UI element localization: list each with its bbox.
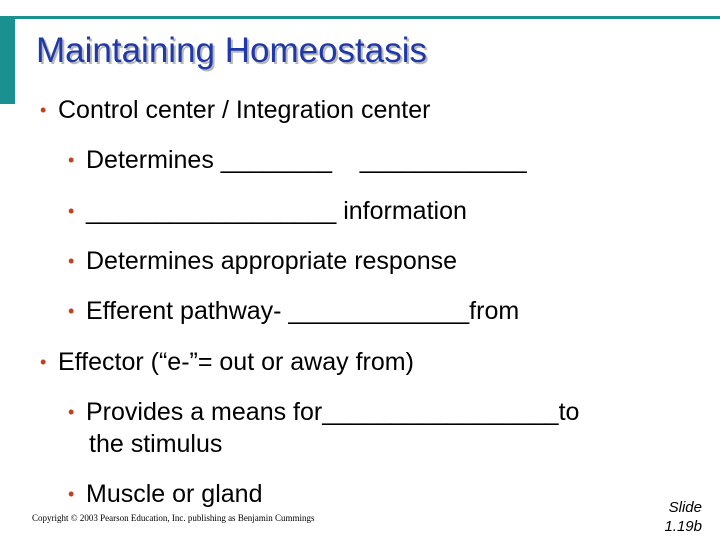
bullet-marker: •	[40, 352, 47, 372]
top-accent-line	[0, 16, 720, 19]
slide-label: Slide	[668, 499, 702, 516]
slide-number-block	[642, 498, 702, 536]
bullet-text: __________________ information	[86, 197, 467, 225]
bullet-text: Efferent pathway- _____________from	[86, 297, 520, 325]
sub-bullet-item	[68, 295, 519, 327]
bullet-marker: •	[68, 402, 75, 422]
sub-bullet-item	[68, 396, 698, 460]
bullet-marker: •	[68, 201, 75, 221]
bullet-text: Effector (“e-”= out or away from)	[58, 348, 414, 376]
sub-bullet-item	[68, 195, 467, 227]
sub-bullet-item	[68, 245, 457, 277]
bullet-text: Determines appropriate response	[86, 247, 458, 275]
bullet-text: Determines ________ ____________	[86, 146, 527, 174]
bullet-text: Control center / Integration center	[58, 96, 431, 124]
sub-bullet-item	[68, 144, 527, 176]
bullet-text: Provides a means for_________________to	[86, 398, 580, 426]
bullet-marker: •	[68, 484, 75, 504]
sub-bullet-item	[68, 478, 262, 510]
slide-number: 1.19b	[664, 518, 702, 535]
bullet-marker: •	[68, 150, 75, 170]
bullet-marker: •	[68, 301, 75, 321]
bullet-item	[40, 346, 414, 378]
copyright-notice: Copyright © 2003 Pearson Education, Inc. publishing as Benjamin Cummings	[32, 513, 315, 523]
bullet-text: Muscle or gland	[86, 480, 263, 508]
bullet-marker: •	[40, 100, 47, 120]
bullet-continuation-text: the stimulus	[89, 430, 223, 458]
bullet-marker: •	[68, 251, 75, 271]
bullet-item	[40, 94, 430, 126]
left-accent-bar	[0, 16, 15, 104]
slide-title: Maintaining Homeostasis	[36, 31, 428, 70]
